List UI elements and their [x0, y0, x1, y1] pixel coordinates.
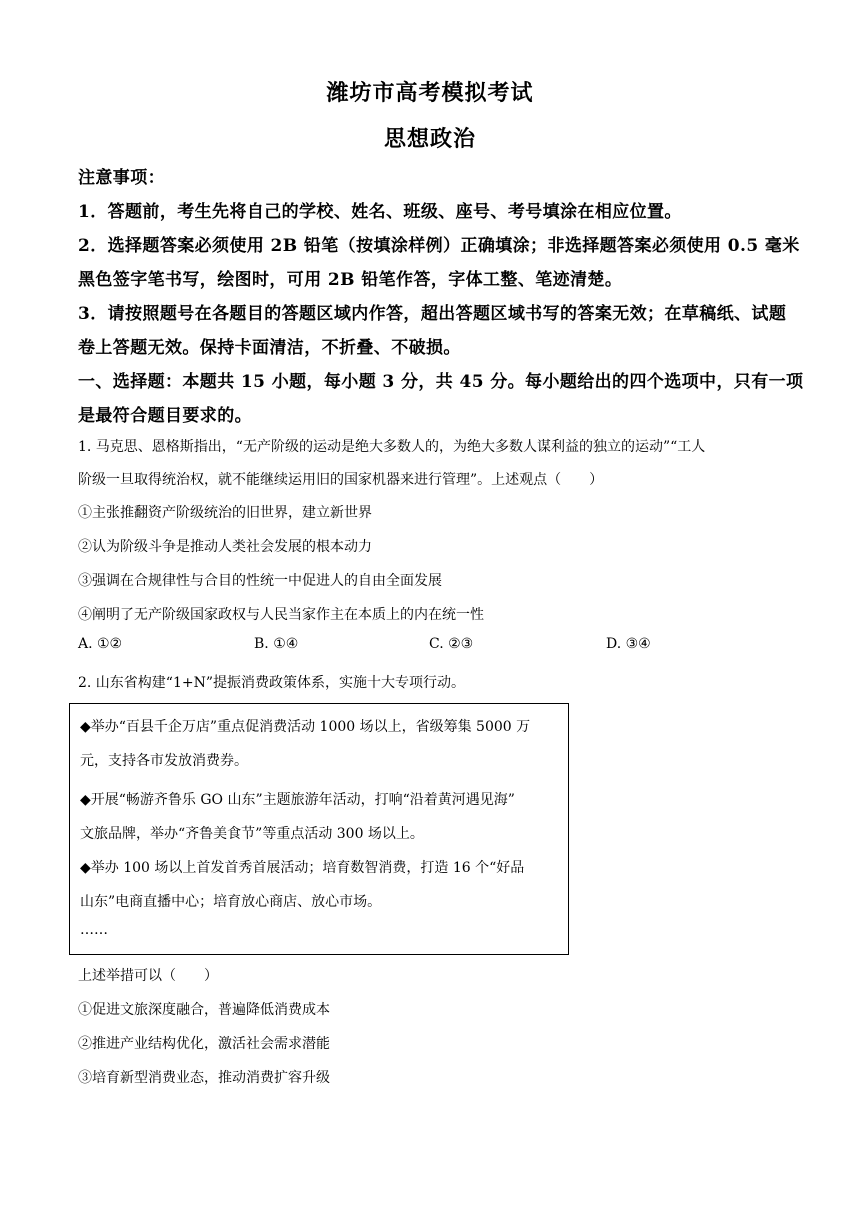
box-line: 文旅品牌，举办“齐鲁美食节”等重点活动 300 场以上。 [80, 826, 424, 842]
q2-item: ②推进产业结构优化，激活社会需求潜能 [78, 1036, 330, 1052]
q1-item: ①主张推翻资产阶级统治的旧世界，建立新世界 [78, 505, 372, 521]
notice-line: 1．答题前，考生先将自己的学校、姓名、班级、座号、考号填涂在相应位置。 [78, 202, 682, 222]
q2-item: ①促进文旅深度融合，普遍降低消费成本 [78, 1002, 330, 1018]
notice-heading: 注意事项： [78, 168, 165, 188]
q1-option-d[interactable]: D. ③④ [606, 636, 651, 652]
notice-line: 3．请按照题号在各题目的答题区域内作答，超出答题区域书写的答案无效；在草稿纸、试题 [78, 304, 787, 324]
box-line: 元，支持各市发放消费券。 [80, 753, 248, 769]
box-line: 山东”电商直播中心；培育放心商店、放心市场。 [80, 894, 382, 910]
section-heading: 一、选择题：本题共 15 小题，每小题 3 分，共 45 分。每小题给出的四个选项中，只有一项 [78, 372, 804, 392]
q1-option-c[interactable]: C. ②③ [429, 636, 474, 652]
section-heading: 是最符合题目要求的。 [78, 406, 252, 426]
exam-title: 潍坊市高考模拟考试 [326, 80, 534, 106]
q1-item: ④阐明了无产阶级国家政权与人民当家作主在本质上的内在统一性 [78, 607, 484, 623]
notice-line: 2．选择题答案必须使用 2B 铅笔（按填涂样例）正确填涂；非选择题答案必须使用 0.5 毫米 [78, 236, 800, 256]
q2-material-box [69, 703, 569, 955]
q1-option-a[interactable]: A. ①② [78, 636, 123, 652]
box-line: …… [80, 922, 108, 938]
q1-item: ③强调在合规律性与合目的性统一中促进人的自由全面发展 [78, 573, 442, 589]
exam-subject: 思想政治 [383, 126, 476, 152]
q2-question: 上述举措可以（ ） [78, 968, 218, 984]
box-line: ◆举办 100 场以上首发首秀首展活动；培育数智消费，打造 16 个“好品 [80, 860, 525, 876]
q2-stem: 2. 山东省构建“1+N”提振消费政策体系，实施十大专项行动。 [78, 675, 466, 691]
box-line: ◆开展“畅游齐鲁乐 GO 山东”主题旅游年活动，打响“沿着黄河遇见海” [80, 792, 515, 808]
box-line: ◆举办“百县千企万店”重点促消费活动 1000 场以上，省级筹集 5000 万 [80, 719, 531, 735]
notice-line: 卷上答题无效。保持卡面清洁，不折叠、不破损。 [78, 338, 461, 358]
q2-item: ③培育新型消费业态，推动消费扩容升级 [78, 1070, 330, 1086]
q1-stem: 阶级一旦取得统治权，就不能继续运用旧的国家机器来进行管理”。上述观点（ ） [78, 472, 604, 488]
notice-line: 黑色签字笔书写，绘图时，可用 2B 铅笔作答，字体工整、笔迹清楚。 [78, 270, 623, 290]
q1-stem: 1. 马克思、恩格斯指出，“无产阶级的运动是绝大多数人的，为绝大多数人谋利益的独立的运动”“工人 [78, 439, 706, 455]
q1-option-b[interactable]: B. ①④ [254, 636, 299, 652]
q1-item: ②认为阶级斗争是推动人类社会发展的根本动力 [78, 539, 372, 555]
q1-options [78, 636, 658, 658]
